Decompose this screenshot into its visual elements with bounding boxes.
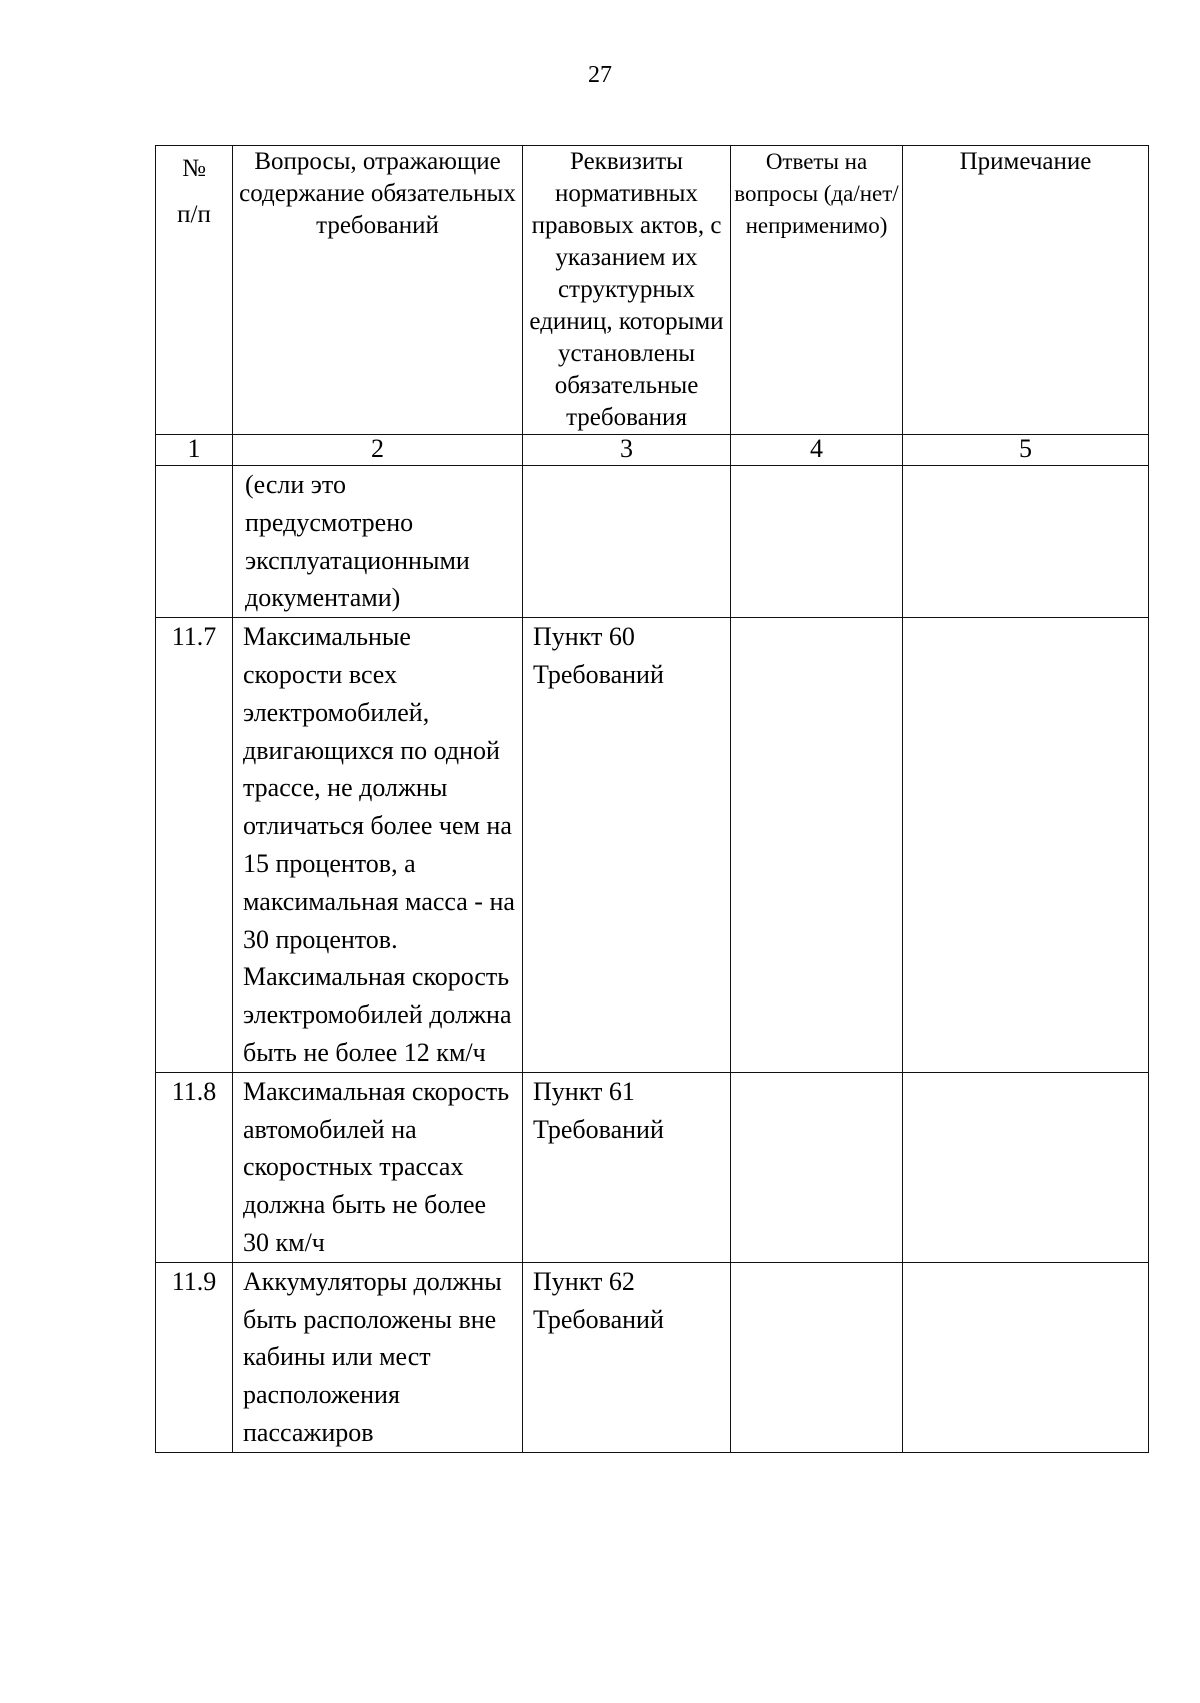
note-cell — [903, 618, 1149, 1073]
requirement-text: Максимальные скорости всех электромобилей, двигающихся по одной трассе, не должны отличаться более чем на 15 процентов, а максимальная масса - на 30 процентов. Максимальная скорость электромобилей должна быть не более 12 км/ч — [233, 618, 523, 1073]
header-number-sign: № — [182, 155, 206, 182]
requirement-text: Максимальная скорость автомобилей на скоростных трассах должна быть не более 30 км/ч — [233, 1072, 523, 1262]
table-row — [156, 1072, 1149, 1262]
header-questions: Вопросы, отражающие содержание обязательных требований — [233, 146, 523, 435]
answer-cell — [731, 618, 903, 1073]
answer-cell — [731, 1262, 903, 1452]
requirement-text: (если это предусмотрено эксплуатационными документами) — [233, 466, 523, 618]
header-notes: Примечание — [903, 146, 1149, 435]
answer-cell — [731, 466, 903, 618]
legal-reference: Пункт 62 Требований — [523, 1262, 731, 1452]
requirements-table — [155, 145, 1149, 1453]
page-number: 27 — [588, 62, 612, 88]
table-row — [156, 466, 1149, 618]
row-number — [156, 466, 233, 618]
row-number: 11.7 — [156, 618, 233, 1073]
header-answers: Ответы на вопросы (да/нет/ неприменимо) — [731, 146, 903, 435]
requirement-text: Аккумуляторы должны быть расположены вне кабины или мест расположения пассажиров — [233, 1262, 523, 1452]
table-row — [156, 1262, 1149, 1452]
column-number: 4 — [731, 435, 903, 466]
header-number-pp: п/п — [177, 201, 211, 228]
column-number: 5 — [903, 435, 1149, 466]
note-cell — [903, 1072, 1149, 1262]
legal-reference: Пункт 60 Требований — [523, 618, 731, 1073]
table-header-row — [156, 146, 1149, 435]
table-row — [156, 618, 1149, 1073]
note-cell — [903, 1262, 1149, 1452]
legal-reference — [523, 466, 731, 618]
column-numbers-row — [156, 435, 1149, 466]
answer-cell — [731, 1072, 903, 1262]
row-number: 11.9 — [156, 1262, 233, 1452]
header-number — [156, 146, 233, 435]
note-cell — [903, 466, 1149, 618]
legal-reference: Пункт 61 Требований — [523, 1072, 731, 1262]
column-number: 3 — [523, 435, 731, 466]
column-number: 2 — [233, 435, 523, 466]
column-number: 1 — [156, 435, 233, 466]
header-legal-references: Реквизиты нормативных правовых актов, с указанием их структурных единиц, которыми установлены обязательные требования — [523, 146, 731, 435]
row-number: 11.8 — [156, 1072, 233, 1262]
